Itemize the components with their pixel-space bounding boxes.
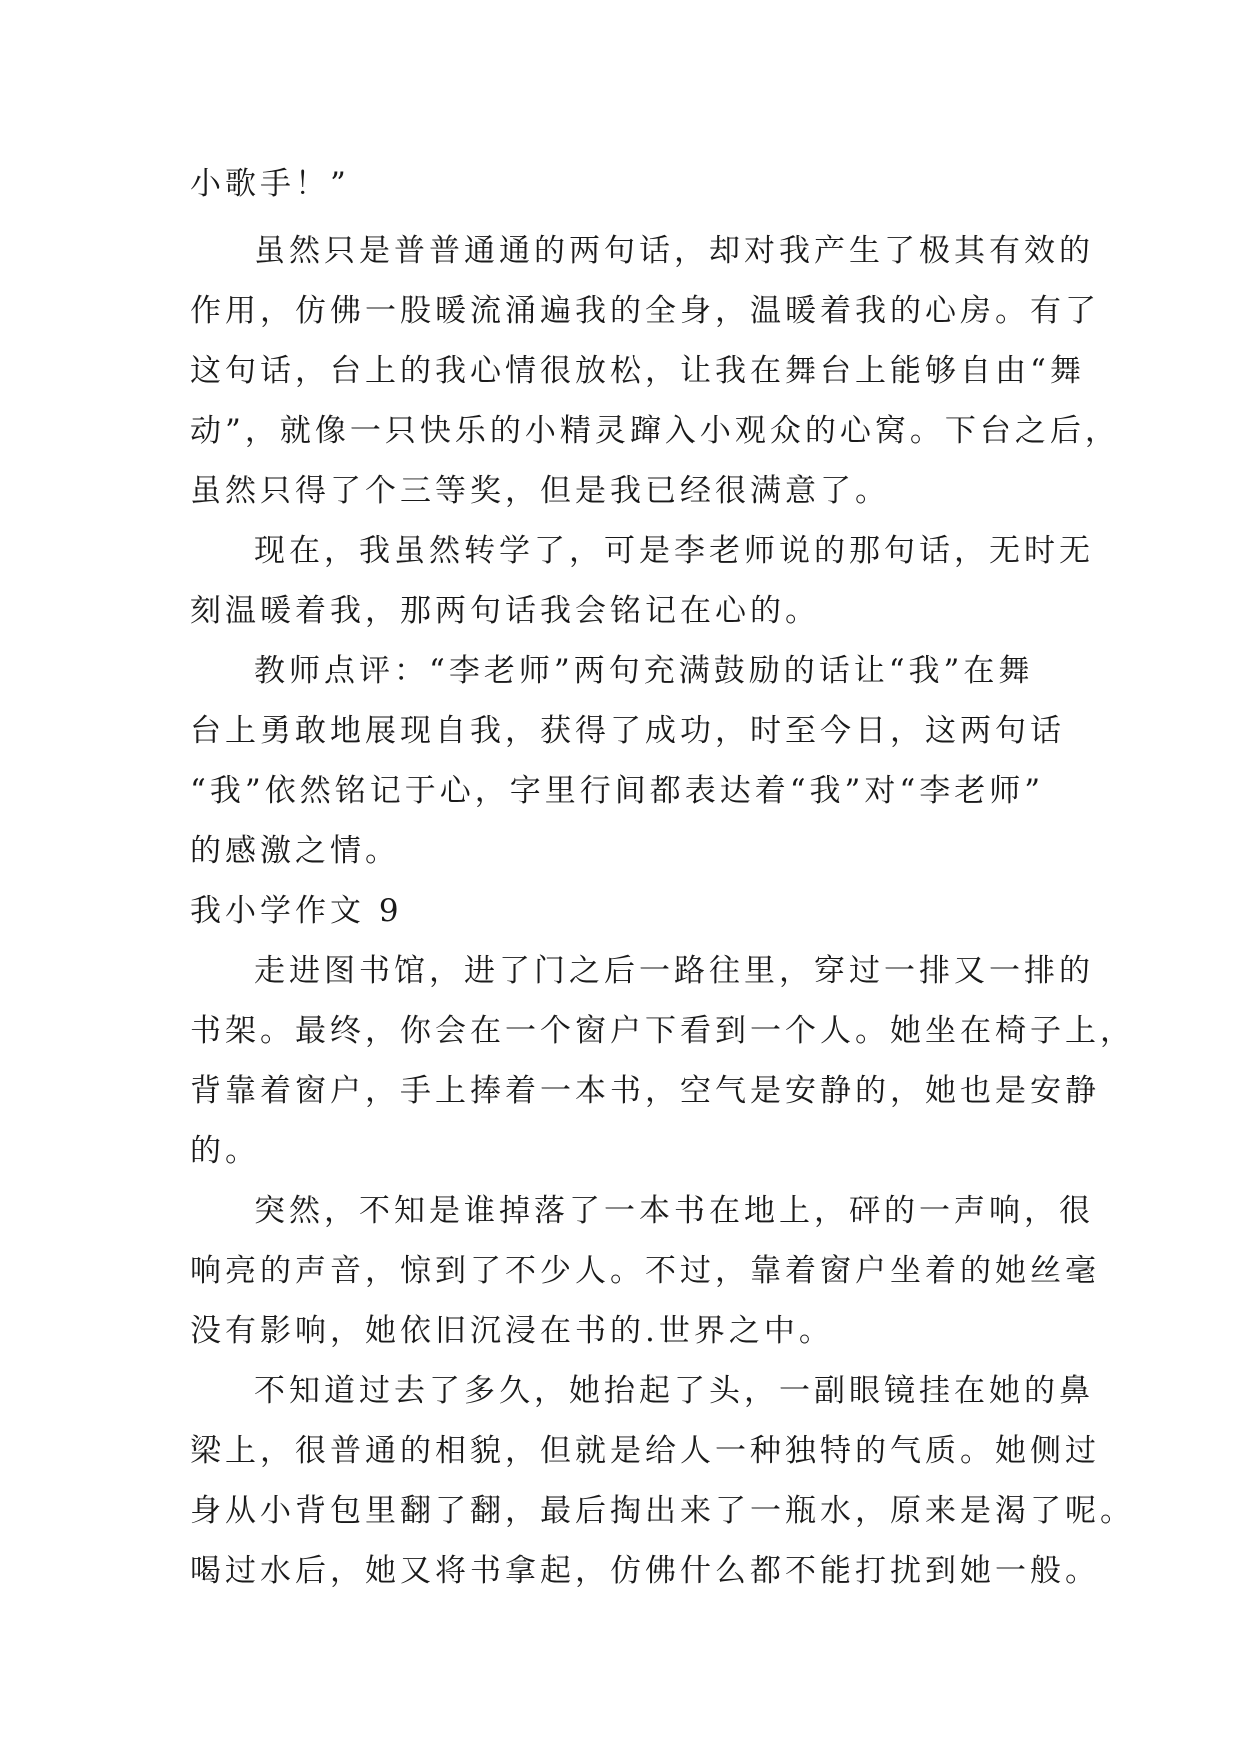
paragraph-start-line: 现在，我虽然转学了，可是李老师说的那句话，无时无 [254,533,1094,569]
text-line: 台上勇敢地展现自我，获得了成功，时至今日，这两句话 [190,713,1065,749]
text-line: 没有影响，她依旧沉浸在书的.世界之中。 [190,1313,834,1349]
text-line: 的感激之情。 [190,833,400,869]
text-line: 的。 [190,1133,260,1169]
text-line: 梁上，很普通的相貌，但就是给人一种独特的气质。她侧过 [190,1433,1100,1469]
text-line: 刻温暖着我，那两句话我会铭记在心的。 [190,593,820,629]
paragraph-start-line: 虽然只是普普通通的两句话，却对我产生了极其有效的 [254,233,1094,269]
paragraph-start-line: 不知道过去了多久，她抬起了头，一副眼镜挂在她的鼻 [254,1373,1094,1409]
text-line: 这句话，台上的我心情很放松，让我在舞台上能够自由“舞 [190,353,1085,389]
text-line: 作用，仿佛一股暖流涌遍我的全身，温暖着我的心房。有了 [190,293,1100,329]
text-line: 喝过水后，她又将书拿起，仿佛什么都不能打扰到她一般。 [190,1553,1100,1589]
text-line: 响亮的声音，惊到了不少人。不过，靠着窗户坐着的她丝毫 [190,1253,1100,1289]
text-line: 虽然只得了个三等奖，但是我已经很满意了。 [190,473,890,509]
paragraph-start-line: 走进图书馆，进了门之后一路往里，穿过一排又一排的 [254,953,1094,989]
text-line: 背靠着窗户，手上捧着一本书，空气是安静的，她也是安静 [190,1073,1100,1109]
text-line: 书架。最终，你会在一个窗户下看到一个人。她坐在椅子上， [190,1013,1135,1049]
text-line: 身从小背包里翻了翻，最后掏出来了一瓶水，原来是渴了呢。 [190,1493,1135,1529]
paragraph-start-line: 教师点评：“李老师”两句充满鼓励的话让“我”在舞 [254,653,1034,689]
text-line: 动”，就像一只快乐的小精灵蹿入小观众的心窝。下台之后， [190,413,1120,449]
paragraph-start-line: 突然，不知是谁掉落了一本书在地上，砰的一声响，很 [254,1193,1094,1229]
text-line: “我”依然铭记于心，字里行间都表达着“我”对“李老师” [190,773,1045,809]
text-line: 小歌手！” [190,166,350,202]
section-heading: 我小学作文 9 [190,893,403,929]
